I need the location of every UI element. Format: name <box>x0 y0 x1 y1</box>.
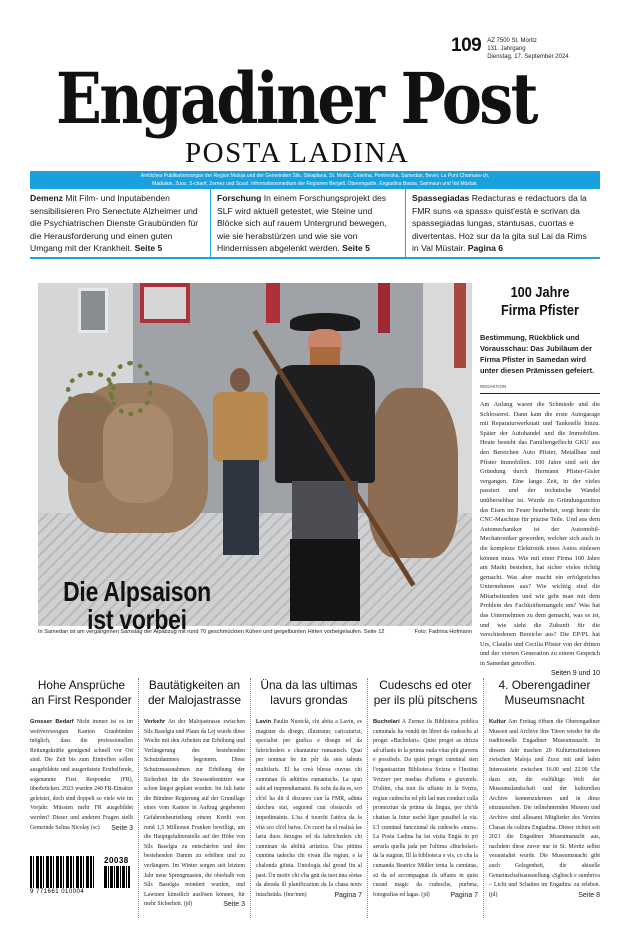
postal-code: AZ 7500 St. Moritz <box>487 38 537 44</box>
sidebar-article <box>480 280 600 677</box>
article-body <box>373 718 478 900</box>
teaser-text: Redacturas e redactuors da la FMR suns «a spass» quist'està e scrivan da spassegiadas lungas, stantusas, cuortas e divertentas. Hoz sur da la gita sul Lai da Rims in Val Müstair. <box>412 193 587 254</box>
sidebar-body: Am Anfang waren die Schmiede und die Schlosserei. Dann kam die erste Autogarage mit Reparaturwerkstatt und Tankstelle hinzu. Später der Autohandel und die Immobilien. Heute besteht das Familiengeflecht GKU aus den Bereichen Auto Pfister, Metallbau und Pfister Immobilien. 100 Jahre sind seit der Gründung durch Hermann Pfister-Gisler vergangen. Eine lange Zeit, in der vieles passiert und der technische Wandel unübersehbar ist. Wurde zu Gründungszeiten das Eisen im Feuer bearbeitet, sorgt heute die CNC-Maschine für präzise Teile. Und aus dem Automechaniker ist der Automobil-Mechatroniker geworden, welcher sich auch in die komplexe Elektronik eines Autos einlesen können muss. Wie mit einer Firma 100 Jahre am Markt bestehen, hat sicher vieles richtig gemacht. Was aber macht ein erfolgreiches Unternehmen aus? Wie wichtig sind die Mitarbeitenden und wie geht man mit dem Problem des Fachkräftemangels um? Was hat das Unternehmen zu dem gemacht, was es ist, und wie sieht die Zukunft für die verschiedenen Bereiche aus? Die EP/PL hat Urs, Claudio und Cecilia Pfister von der dritten und der vierten Generation zu einem Gespräch in Samedan getroffen. <box>480 401 600 668</box>
article-kicker: Kultur <box>489 719 507 725</box>
article-kicker: Bucholari <box>373 719 400 725</box>
barcode-digits: 9 771661 010004 <box>30 889 85 895</box>
article-text: An der Malojastrasse zwischen Sils Baselgia und Plaun da Lej wurde diese Woche mit den Arbeiten zur Erhöhung und Verlängerung des bestehenden Schutzdammes begonnen. Diese Schutzmassnahmen zur Erhöhung der Sicherheit für die Strassenbenützer war schon längst geplant worden. Im Juli hatte die Bündner Regierung auf der Grundlage eines vom Kanton in Auftrag gegebenen Gefahrenbeurteilung einem Kredit von rund 1,5 Millionen Franken bewilligt, um die Hauptgefahrenstelle auf der Höhe von Sils Baselgia zu entschärfen und den bestehenden Damm zu erhöhen und zu verlängern. Im Winter sorgen seit letztem Jahr neue Sprengmasten, die oberhalb von Sils Baselgia montiert wurden, und Lawinen künstlich auslösen können, für mehr Sicherheit. (jd) <box>144 719 245 908</box>
article-text: Paulin Nuotclà, chi abita a Lavin, es magister da disegn, illustratur, caricaturist, specialist per grafica e disegn ed da fabricheders e chantautur rumantsch. Quai per nomnar be ün pêr da seis talents multifaris. El ha creà bleras ouvras chi cumünan ils adüttins rumantschs. La quai sabi ad imprendiamaint. Ils ochs da da es, sco ch'el ha dit il discuors cun la FMR, adüna darcheu stat, seguond cun obstaculs ed impedimaints. L'iss d tuorchi l'attiva da fa vita sco ch'el baiva. Ün cuort ha el realisà las larta duos dezegns ed da fabricheders chi cumünan da abilità artistica. Üna pittüra cumüna tadecha chi vivan illa regiun, e la chalonda giüsta. Üntologia dal grond fin al past. Ün motiv chi s'ha gnü da tuot üna sòrtas da abrada ill planificaziun da la chasa nouv intachsüda. (fmr/mm) <box>256 719 362 898</box>
masthead-title: Engadiner Post <box>56 57 536 140</box>
article-title[interactable]: 4. Oberengadiner Museumsnacht <box>498 678 591 707</box>
caption-text: In Samedan ist am vergangenen Samstag der Alpabzug mit rund 70 geschmückten Kühen und geigelbunten Hirten vorbeigelaufen. Seite 12 <box>38 629 385 635</box>
barcode <box>30 856 130 901</box>
band-line: Amtliches Publikationsorgan der Region Maloja und der Gemeinden Sils, Silvaplana, St. Moritz, Celerina, Pontresina, Samedan, Bever, La Punt Chamues-ch, <box>140 173 490 179</box>
photo-herder <box>270 303 380 621</box>
teaser-kicker: Forschung <box>217 193 262 203</box>
sidebar-lead: Bestimmung, Rückblick und Vorausschau: Das Jubiläum der Firma Pfister in Samedan wird unter diesen Prämissen gefeiert. <box>480 333 595 375</box>
sidebar-title[interactable] <box>489 284 591 320</box>
barcode-bars <box>30 856 95 888</box>
photo-caption <box>38 628 472 636</box>
headline-line: ist vorbei <box>87 604 187 635</box>
photo-shutter <box>454 283 466 368</box>
teaser-spassegiadas[interactable] <box>405 189 600 257</box>
article-title[interactable]: Cudeschs ed oter per ils plü pitschens <box>373 678 478 707</box>
article-page-ref[interactable]: Seite 8 <box>578 891 600 899</box>
article-text: Am Freitag öffnen die Oberengadiner Museen und Archive ihre Türen wieder für die traditionelle Engadiner Museumsnacht. In diesem Jahr machen 20 Kulturinstitutionen zwischen Maloja und Zuoz mit und laden Interessierte zwischen 16.00 und 22.00 Uhr dazu ein, die vielfältige Welt der Museumslandschaft und der kulturellen Archive kennenzulernen und in diese einzutauchen. Die teilnehmenden Museen und Archive sind allesamt Mitglieder des Vereins Chasas da cultura Engiadina. Dieser richtet seit 2021 die Engadiner Museumsnacht aus, nachdem diese zuvor nur in St. Moritz selbst veranstaltet wurde. Die Museumsnacht gibt auch Gelegenheit, die aktuelle Gemeinschaftsausstellung «Sglüsch e sumbriva – Licht und Schatten im Engadin» zu erleben. (jd) <box>489 719 600 898</box>
teaser-demenz[interactable] <box>30 189 210 257</box>
barcode-addon-bars <box>104 866 130 888</box>
teaser-kicker: Demenz <box>30 193 63 203</box>
barcode-issue: 20038 <box>104 856 129 865</box>
headline-line: Die Alpsaison <box>63 576 211 607</box>
title-line: 100 Jahre <box>510 284 570 301</box>
volume: 131. Jahrgang <box>487 46 526 52</box>
teaser-ref[interactable]: Seite 5 <box>134 243 163 254</box>
article-body <box>144 718 245 910</box>
teaser-ref[interactable]: Seite 5 <box>342 243 370 254</box>
article-body <box>256 718 362 900</box>
title-line: Firma Pfister <box>501 302 579 319</box>
article-lavin <box>250 678 367 918</box>
article-text: A Zernez ils Biblioteca publica cumunala ha vendü ün libret da cudeschs al proget «Bucholari». Quist proget as drizza ad uffants in la prüma ouda vitas plü giuvens e possibels. Da quist proget cumünal sten l'organisaziun Biblioteca Svizra e l'Institut Svizzer per medias d'uffants e giuvenils. D'ultim, cha tuot ils uffants in la Svizra, regian cudeschs ed plü lad nun conduct culla promoziun da prüma da lingua, per chi'ds chattan la futur uschè liger pussibel la via. L'l cumünal funcziunal da cudeschs «nurs». La Posta Ladina ha fat visita Engià in pri aerarla quella jada per l'ultima «Bucholari» da la stagiun. Ill la biblioteca e vis, co cha la cumanda Beatrice Müller tenta la cumünas, sü da ed accompagnat ils uffants in quist cuond magic da cudeschs, purbeta, fotografias ed lagas. (jd) <box>373 719 478 898</box>
article-kicker: Verkehr <box>144 719 166 725</box>
photo-window <box>78 288 108 333</box>
article-museumsnacht <box>483 678 600 918</box>
article-title[interactable]: Üna da las ultimas lavurs grondas <box>260 678 358 707</box>
article-cudeschs <box>367 678 483 918</box>
photo-window <box>140 283 190 323</box>
article-page-ref[interactable]: Pagina 7 <box>450 891 478 899</box>
band-line: Madulain, Zuoz, S-chanf, Zernez und Scuol. Informationsmedium der Regionen Bergell, Oberengadin, Engiadina Bassa, Samnaun und Val Müstair. <box>152 180 478 187</box>
article-page-ref[interactable]: Pagina 7 <box>334 891 362 899</box>
teaser-text: Mit Film- und Inputabenden sensibilisieren Pro Senectute Alzheimer und die Psychiatrischen Dienste Graubünden für die Herausforderung und einen guten Umgang mit der Krankheit. <box>30 193 199 254</box>
masthead-subtitle: POSTA LADINA <box>185 137 410 169</box>
lead-headline[interactable] <box>59 578 215 634</box>
lead-photo[interactable] <box>38 283 472 626</box>
teaser-text: In einem Forschungsprojekt des SLF wird aktuell getestet, wie Steine und Blöcke sich auf rauem Untergrund bewegen, wie sie herabstürzen und wie sie von Hindernissen abgelenkt werden. <box>217 193 387 254</box>
photo-credit: Foto: Fadrina Hofmann <box>414 629 472 635</box>
teaser-divider <box>30 257 600 259</box>
article-kicker: Grosser Bedarf <box>30 719 74 725</box>
article-malojastrasse <box>138 678 250 918</box>
article-text: Nicht immer ist es im weitverzweigten Kanton Graubünden möglich, dass die professionellen Rettungskräfte genügend schnell vor Ort sind. Die Zeit bis zum Eintreffen sollen ausgebildete und ausgerüstete Ersthelfende, sogenannte First Responder (FR), überbrücken. 2023 wurden 240 FR-Einsätze geleistet, doch sind doppelt so viele wie im Vorjahr. Müssten mehr FR ausgebildet werden? Dieser und anderen Fragen stellt Gemeinde Selina Nicolay (sc) <box>30 719 133 831</box>
article-page-ref[interactable]: Seite 3 <box>111 824 133 832</box>
sidebar-page-ref[interactable]: Seiten 9 und 10 <box>550 669 600 677</box>
article-kicker: Lavin <box>256 719 272 725</box>
publication-band <box>30 171 600 189</box>
issue-number: 109 <box>451 35 482 56</box>
issue-date: Dienstag, 17. September 2024 <box>487 54 569 60</box>
article-body <box>30 718 133 833</box>
teaser-kicker: Spassegiadas <box>412 193 470 203</box>
article-page-ref[interactable]: Seite 3 <box>223 901 245 909</box>
photo-flower-wreath <box>108 361 153 416</box>
photo-cow <box>103 403 173 503</box>
article-title[interactable]: Hohe Ansprüche an First Responder <box>31 678 132 707</box>
article-body <box>489 718 600 900</box>
teaser-ref[interactable]: Pagina 6 <box>467 243 504 254</box>
teaser-row <box>30 189 600 257</box>
teaser-forschung[interactable] <box>210 189 405 257</box>
article-title[interactable]: Bautätigkeiten an der Malojastrasse <box>147 678 242 707</box>
photo-person <box>213 368 268 558</box>
sidebar-byline: REDAKTION <box>480 384 600 394</box>
